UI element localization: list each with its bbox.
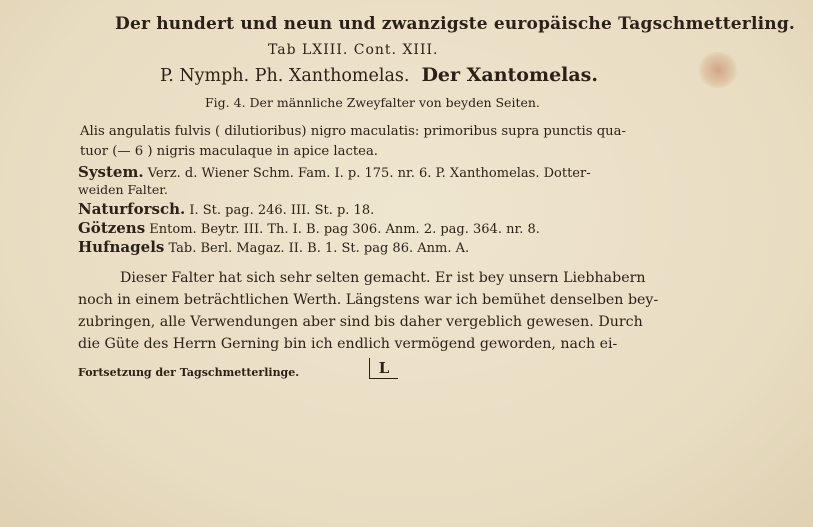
body-text-line: die Güte des Herrn Gerning bin ich endlich vermögend geworden, nach ei- xyxy=(78,336,618,352)
body-text-line: Dieser Falter hat sich sehr selten gemacht. Er ist bey unsern Liebhabern xyxy=(120,270,646,286)
reference-system xyxy=(78,163,591,181)
reference-text: I. St. pag. 246. III. St. p. 18. xyxy=(189,203,375,218)
species-german-name: Der Xantomelas. xyxy=(421,64,598,86)
body-text-line: zubringen, alle Verwendungen aber sind bis daher vergeblich gewesen. Durch xyxy=(78,314,643,330)
reference-text: Entom. Beytr. III. Th. I. B. pag 306. Anm. 2. pag. 364. nr. 8. xyxy=(149,222,540,237)
reference-text: Verz. d. Wiener Schm. Fam. I. p. 175. nr. 6. P. Xanthomelas. Dotter- xyxy=(147,166,591,181)
reference-head: Hufnagels xyxy=(78,238,165,256)
reference-head: Naturforsch. xyxy=(78,200,186,218)
species-title xyxy=(160,64,598,86)
figure-caption: Fig. 4. Der männliche Zweyfalter von beyden Seiten. xyxy=(205,95,540,110)
latin-diagnosis-line: Alis angulatis fulvis ( dilutioribus) nigro maculatis: primoribus supra punctis qua- xyxy=(80,124,626,139)
reference-text: Tab. Berl. Magaz. II. B. 1. St. pag 86. Anm. A. xyxy=(168,241,470,256)
reference-hufnagel xyxy=(78,238,469,256)
signature-mark: L xyxy=(369,358,398,379)
latin-diagnosis-line: tuor (— 6 ) nigris maculaque in apice lactea. xyxy=(80,144,378,159)
paper-stain xyxy=(698,52,738,88)
reference-naturforscher xyxy=(78,200,374,218)
reference-goetze xyxy=(78,219,540,237)
body-text-line: noch in einem beträchtlichen Werth. Längstens war ich bemühet denselben bey- xyxy=(78,292,659,308)
reference-head: Götzens xyxy=(78,219,146,237)
species-latin-name: P. Nymph. Ph. Xanthomelas. xyxy=(160,66,410,86)
running-footer: Fortsetzung der Tagschmetterlinge. xyxy=(78,366,300,379)
reference-continuation: weiden Falter. xyxy=(78,182,168,197)
reference-head: System. xyxy=(78,163,144,181)
chapter-heading: Der hundert und neun und zwanzigste europäische Tagschmetterling. xyxy=(115,14,796,34)
plate-reference: Tab LXIII. Cont. XIII. xyxy=(268,42,439,58)
